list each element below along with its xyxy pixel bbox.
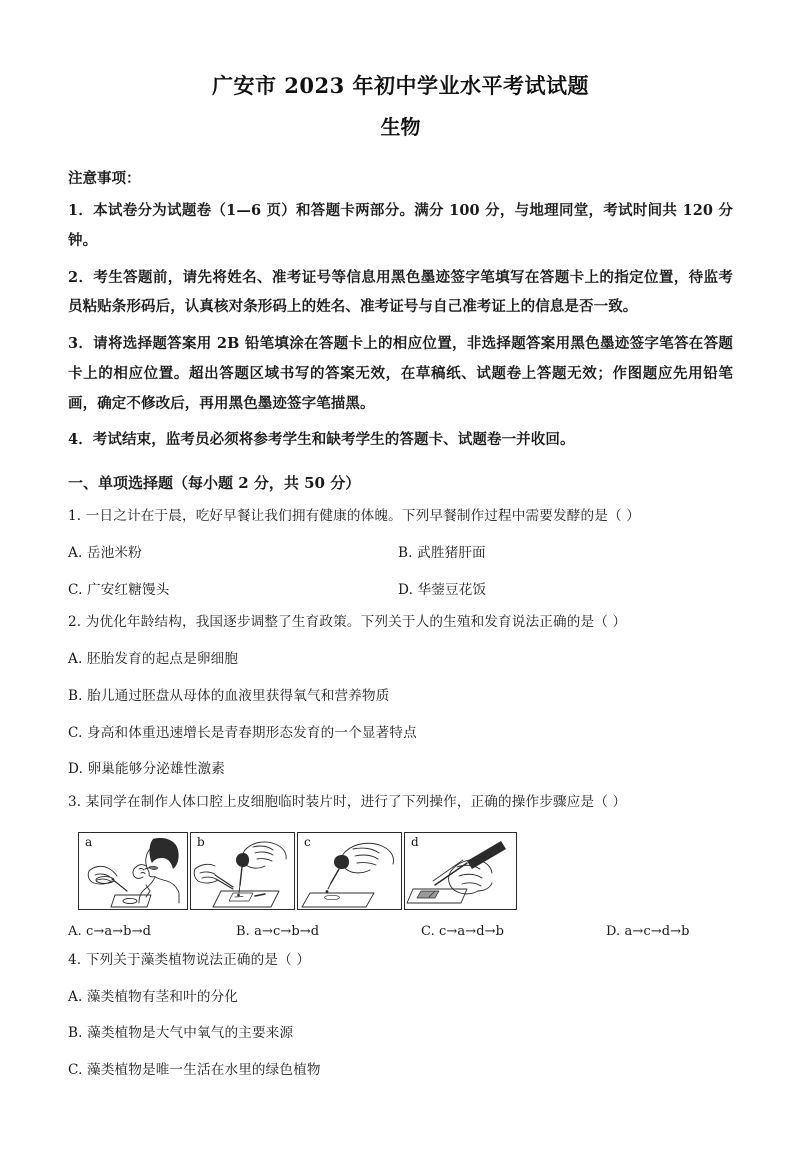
notice-item: 2．考生答题前，请先将姓名、准考证号等信息用黑色墨迹签字笔填写在答题卡上的指定位置，待监考员粘贴条形码后，认真核对条形码上的姓名、准考证号与自己准考证上的信息是否一致。 [68,268,733,316]
option-row [68,543,733,565]
option-a[interactable]: A. 藻类植物有茎和叶的分化 [68,988,239,1005]
question-stem: 4. 下列关于藻类植物说法正确的是（ ） [68,951,311,968]
question-stem: 3. 某同学在制作人体口腔上皮细胞临时装片时，进行了下列操作，正确的操作步骤应是（ ） [68,794,627,810]
option-c[interactable]: C. 广安红糖馒头 [68,581,170,598]
option-b[interactable]: B. a→c→b→d [236,923,320,939]
option-b[interactable]: B. 武胜猪肝面 [398,544,486,561]
question-options [68,543,733,602]
notice-heading: 注意事项： [68,169,141,187]
question-3 [68,792,733,939]
figure-panel-group [78,832,733,910]
notice-item: 1．本试卷分为试题卷（1—6 页）和答题卡两部分。满分 100 分，与地理同堂，考试时间共 120 分钟。 [68,202,733,249]
microscope-slide-steps-figure [78,832,733,910]
question-stem: 1. 一日之计在于晨，吃好早餐让我们拥有健康的体魄。下列早餐制作过程中需要发酵的是（ ） [68,508,640,524]
section-heading-multiple-choice: 一、单项选择题（每小题 2 分，共 50 分） [68,474,361,492]
question-4 [68,950,733,1082]
question-options [68,924,733,939]
option-c[interactable]: C. 藻类植物是唯一生活在水里的绿色植物 [68,1062,321,1078]
panel-c-illustration [298,833,401,909]
option-c[interactable]: C. c→a→d→b [421,923,505,939]
panel-d-illustration [405,833,516,909]
panel-label-a: a [85,834,93,849]
panel-label-b: b [197,834,205,849]
panel-b-illustration [191,833,294,909]
option-row [68,580,733,602]
notice-item: 4．考试结束，监考员必须将参考学生和缺考学生的答题卡、试题卷一并收回。 [68,431,575,449]
option-a[interactable]: A. c→a→b→d [68,923,152,939]
figure-panel-a [78,832,188,910]
option-b[interactable]: B. 胎儿通过胚盘从母体的血液里获得氧气和营养物质 [68,687,390,704]
option-d[interactable]: D. 华蓥豆花饭 [398,581,487,598]
question-2 [68,612,733,781]
panel-label-c: c [304,834,311,849]
option-d[interactable]: D. a→c→d→b [606,923,690,939]
question-stem: 2. 为优化年龄结构，我国逐步调整了生育政策。下列关于人的生殖和发育说法正确的是（ ） [68,614,627,631]
panel-label-d: d [411,834,419,849]
question-options [68,987,733,1082]
option-b[interactable]: B. 藻类植物是大气中氧气的主要来源 [68,1025,294,1042]
option-d[interactable]: D. 卵巢能够分泌雄性激素 [68,761,225,778]
option-a[interactable]: A. 岳池米粉 [68,544,142,561]
question-options [68,649,733,781]
figure-panel-d [404,832,517,910]
page-subtitle: 生物 [380,114,421,139]
figure-panel-b [190,832,295,910]
page-bottom-whitespace [68,1082,733,1172]
notice-item: 3．请将选择题答案用 2B 铅笔填涂在答题卡上的相应位置，非选择题答案用黑色墨迹签字笔答在答题卡上的相应位置。超出答题区域书写的答案无效，在草稿纸、试题卷上答题无效；作图题应先用铅笔画，确定不修改后，再用黑色墨迹签字笔描黑。 [68,335,733,412]
figure-panel-c [297,832,402,910]
notice-list [68,196,733,455]
option-c[interactable]: C. 身高和体重迅速增长是青春期形态发育的一个显著特点 [68,724,417,741]
panel-a-illustration [79,833,187,909]
option-a[interactable]: A. 胚胎发育的起点是卵细胞 [68,651,239,667]
question-1 [68,506,733,601]
page-title: 广安市 2023 年初中学业水平考试试题 [211,73,590,98]
